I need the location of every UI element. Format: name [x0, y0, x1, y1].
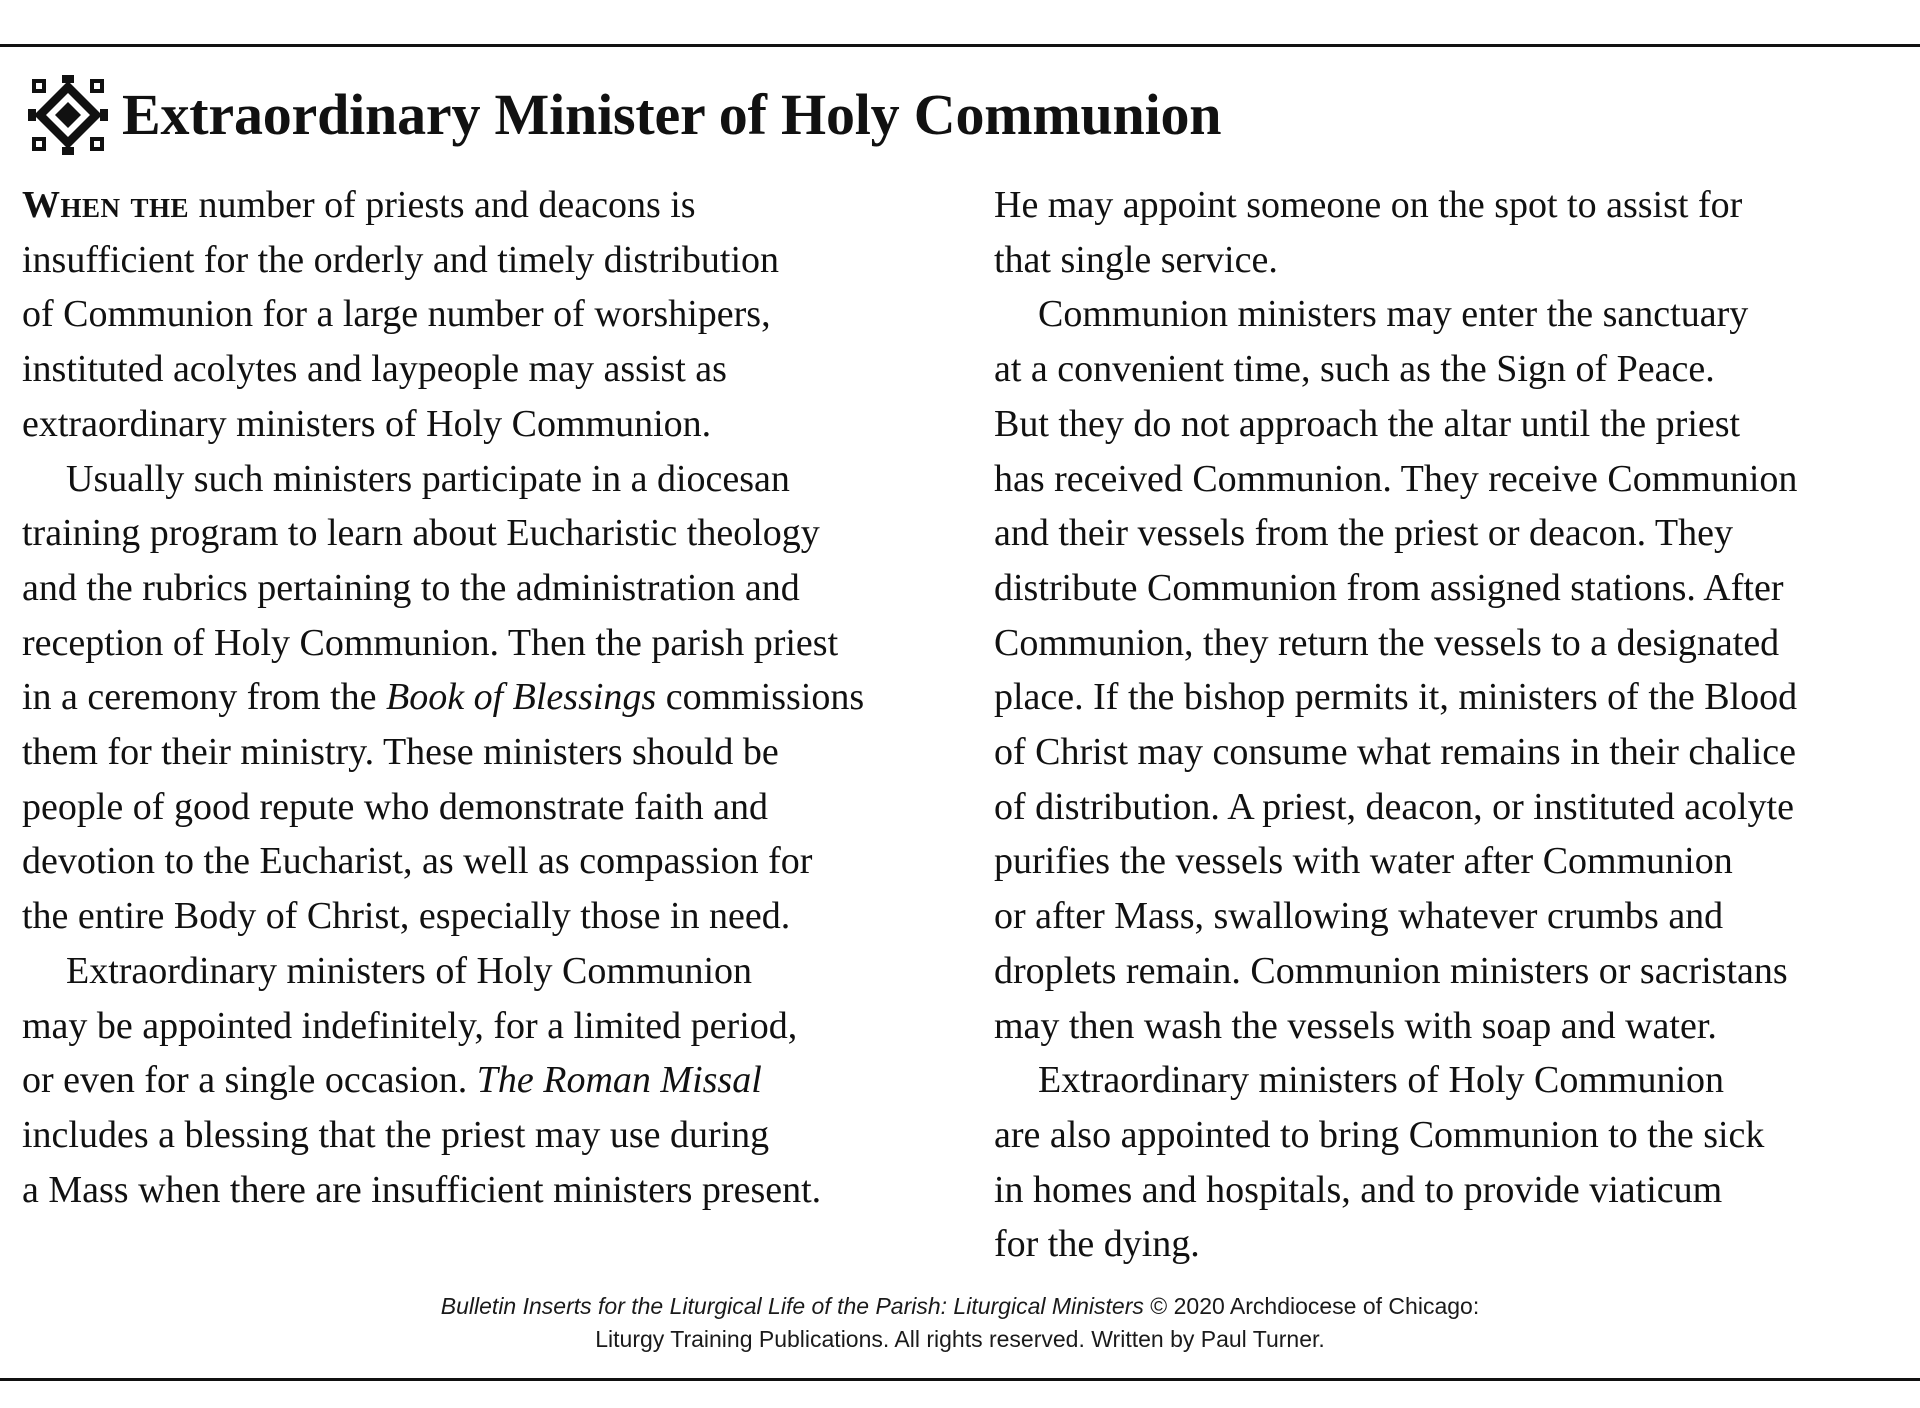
text-line: devotion to the Eucharist, as well as compassion for [22, 840, 813, 883]
text-line: Extraordinary ministers of Holy Communion [66, 949, 753, 992]
text-line: instituted acolytes and laypeople may assist as [22, 348, 727, 391]
text-line: of Christ may consume what remains in their chalice [994, 731, 1796, 774]
text-line: and the rubrics pertaining to the administration and [22, 566, 800, 609]
text-line: of Communion for a large number of worshipers, [22, 293, 771, 336]
text-line: Usually such ministers participate in a diocesan [66, 457, 790, 500]
text-line: distribute Communion from assigned stations. After [994, 566, 1784, 609]
text-line: the entire Body of Christ, especially those in need. [22, 895, 791, 938]
paragraph [22, 178, 994, 452]
paragraph [994, 178, 1898, 287]
text-fragment: © 2020 Archdiocese of Chicago: [1143, 1293, 1480, 1319]
footer-line [0, 1290, 1920, 1323]
text-line: purifies the vessels with water after Communion [994, 840, 1733, 883]
text-line [22, 1053, 994, 1108]
text-line: has received Communion. They receive Communion [994, 457, 1798, 500]
page-title: Extraordinary Minister of Holy Communion [122, 82, 1222, 147]
text-line: may be appointed indefinitely, for a limited period, [22, 1004, 798, 1047]
paragraph [22, 944, 994, 1218]
text-line: training program to learn about Eucharistic theology [22, 512, 820, 555]
text-line: at a convenient time, such as the Sign of Peace. [994, 348, 1715, 391]
book-title: Book of Blessings [386, 676, 657, 719]
text-line: droplets remain. Communion ministers or sacristans [994, 949, 1788, 992]
text-line: that single service. [994, 238, 1278, 281]
text-line: may then wash the vessels with soap and water. [994, 1004, 1717, 1047]
left-column [22, 178, 994, 1272]
text-line: Communion ministers may enter the sanctuary [1038, 293, 1749, 336]
text-line: extraordinary ministers of Holy Communion. [22, 402, 712, 445]
right-column [994, 178, 1898, 1272]
text-line: Extraordinary ministers of Holy Communion [1038, 1059, 1725, 1102]
text-line: includes a blessing that the priest may use during [22, 1113, 770, 1156]
text-line: place. If the bishop permits it, ministers of the Blood [994, 676, 1798, 719]
text-line [22, 178, 994, 233]
text-fragment: number of priests and deacons is [189, 184, 696, 226]
paragraph [994, 1053, 1898, 1272]
text-line: insufficient for the orderly and timely distribution [22, 238, 780, 281]
text-line: are also appointed to bring Communion to the sick [994, 1113, 1765, 1156]
text-line: for the dying. [994, 1223, 1200, 1266]
text-line: or after Mass, swallowing whatever crumbs and [994, 895, 1724, 938]
article-body [22, 178, 1898, 1272]
text-line: and their vessels from the priest or deacon. They [994, 512, 1734, 555]
page-header [28, 72, 1221, 158]
paragraph [22, 452, 994, 944]
text-fragment: or even for a single occasion. [22, 1059, 477, 1102]
text-line: reception of Holy Communion. Then the parish priest [22, 621, 839, 664]
copyright-footer [0, 1290, 1920, 1356]
text-line: in homes and hospitals, and to provide viaticum [994, 1168, 1723, 1211]
text-line: them for their ministry. These ministers should be [22, 731, 779, 774]
text-line: But they do not approach the altar until the priest [994, 402, 1741, 445]
text-fragment: in a ceremony from the [22, 676, 387, 719]
text-line [22, 670, 994, 725]
text-line: He may appoint someone on the spot to assist for [994, 184, 1743, 226]
ornamental-cross-icon [28, 75, 108, 155]
top-rule [0, 44, 1920, 47]
footer-line: Liturgy Training Publications. All rights reserved. Written by Paul Turner. [595, 1326, 1325, 1352]
text-fragment: commissions [656, 676, 865, 719]
text-line: people of good repute who demonstrate faith and [22, 785, 769, 828]
paragraph [994, 287, 1898, 1053]
bottom-rule [0, 1378, 1920, 1381]
text-line: of distribution. A priest, deacon, or instituted acolyte [994, 785, 1794, 828]
publication-title: Bulletin Inserts for the Liturgical Life of the Parish: Liturgical Ministers [440, 1293, 1144, 1319]
text-line: a Mass when there are insufficient ministers present. [22, 1168, 822, 1211]
book-title: The Roman Missal [476, 1059, 762, 1102]
lead-in-smallcaps: When the [22, 184, 190, 226]
text-line: Communion, they return the vessels to a designated [994, 621, 1780, 664]
